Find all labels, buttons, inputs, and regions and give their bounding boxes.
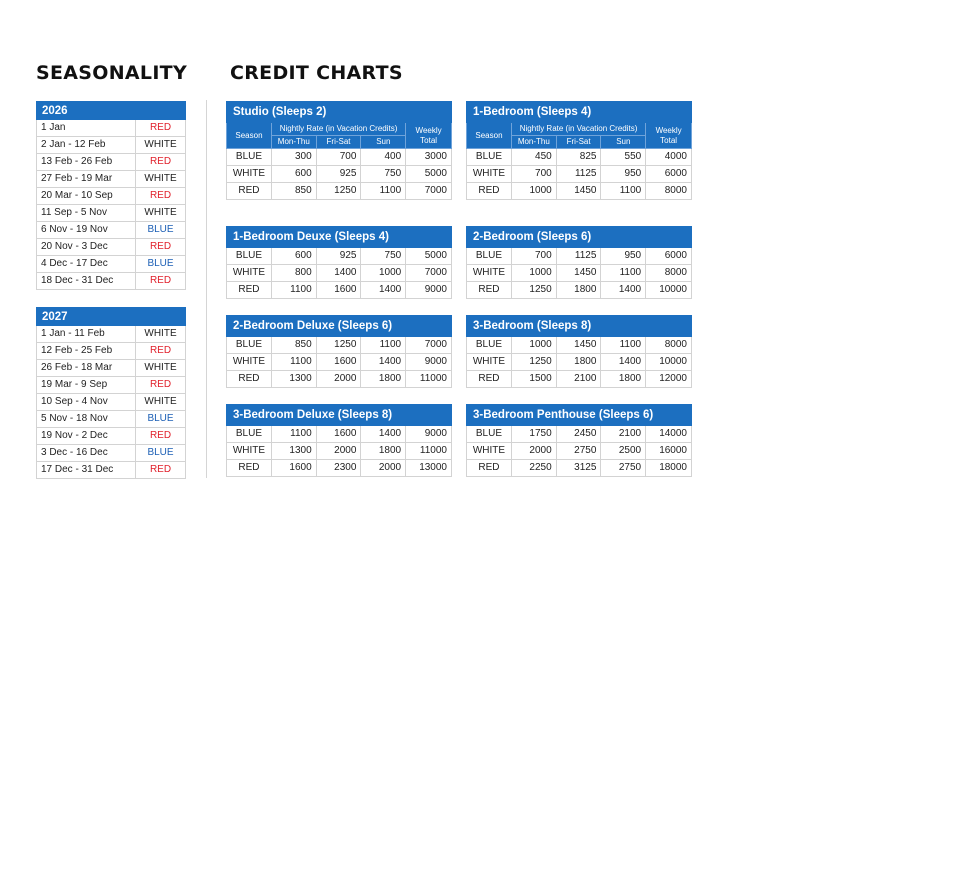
season-date-range: 1 Jan xyxy=(37,120,136,137)
season-date-range: 19 Mar - 9 Sep xyxy=(37,377,136,394)
credit-value: 1400 xyxy=(361,354,406,371)
credit-row xyxy=(467,426,692,443)
credit-value: 750 xyxy=(361,248,406,265)
fri-sat-header: Fri-Sat xyxy=(556,136,601,149)
season-date-range: 5 Nov - 18 Nov xyxy=(37,411,136,428)
credit-value: 1600 xyxy=(316,426,361,443)
credit-season: WHITE xyxy=(227,166,272,183)
credit-value: 8000 xyxy=(646,183,692,200)
credit-value: 5000 xyxy=(406,248,452,265)
credit-table-4 xyxy=(226,315,452,388)
season-year: 2026 xyxy=(37,102,186,120)
credit-value: 9000 xyxy=(406,282,452,299)
credit-value: 300 xyxy=(271,149,316,166)
credit-season: BLUE xyxy=(467,426,512,443)
credit-value: 12000 xyxy=(646,371,692,388)
season-row xyxy=(37,273,186,290)
credit-value: 1100 xyxy=(601,337,646,354)
credit-value: 1450 xyxy=(556,265,601,282)
credit-value: 1100 xyxy=(271,282,316,299)
season-value: BLUE xyxy=(136,222,186,239)
credit-row xyxy=(467,443,692,460)
season-value: RED xyxy=(136,239,186,256)
mon-thu-header: Mon-Thu xyxy=(271,136,316,149)
credit-value: 1400 xyxy=(361,426,406,443)
credit-season: BLUE xyxy=(227,337,272,354)
credit-value: 5000 xyxy=(406,166,452,183)
credit-value: 400 xyxy=(361,149,406,166)
credit-row xyxy=(467,282,692,299)
credit-value: 14000 xyxy=(646,426,692,443)
credit-value: 16000 xyxy=(646,443,692,460)
credit-value: 850 xyxy=(271,337,316,354)
credit-value: 800 xyxy=(271,265,316,282)
credit-season: BLUE xyxy=(467,248,512,265)
season-date-range: 10 Sep - 4 Nov xyxy=(37,394,136,411)
credit-value: 750 xyxy=(361,166,406,183)
credit-season: WHITE xyxy=(227,265,272,282)
credit-value: 13000 xyxy=(406,460,452,477)
credit-value: 2100 xyxy=(601,426,646,443)
credit-value: 18000 xyxy=(646,460,692,477)
credit-value: 1100 xyxy=(271,354,316,371)
mon-thu-header: Mon-Thu xyxy=(511,136,556,149)
credit-row xyxy=(467,265,692,282)
credit-value: 2000 xyxy=(511,443,556,460)
season-date-range: 20 Nov - 3 Dec xyxy=(37,239,136,256)
credit-value: 7000 xyxy=(406,337,452,354)
season-value: WHITE xyxy=(136,137,186,154)
credit-value: 1400 xyxy=(601,282,646,299)
season-date-range: 18 Dec - 31 Dec xyxy=(37,273,136,290)
credit-value: 1250 xyxy=(511,354,556,371)
season-value: RED xyxy=(136,428,186,445)
season-date-range: 17 Dec - 31 Dec xyxy=(37,462,136,479)
credit-value: 1800 xyxy=(556,354,601,371)
season-date-range: 20 Mar - 10 Sep xyxy=(37,188,136,205)
season-row xyxy=(37,377,186,394)
credit-season: RED xyxy=(467,371,512,388)
season-value: RED xyxy=(136,343,186,360)
credit-season: BLUE xyxy=(227,426,272,443)
season-date-range: 19 Nov - 2 Dec xyxy=(37,428,136,445)
credit-table-title: 2-Bedroom (Sleeps 6) xyxy=(467,227,692,248)
credit-value: 1100 xyxy=(601,183,646,200)
season-value: WHITE xyxy=(136,205,186,222)
credit-value: 9000 xyxy=(406,354,452,371)
seasonality-title: SEASONALITY xyxy=(36,62,188,84)
credit-table-title: 3-Bedroom (Sleeps 8) xyxy=(467,316,692,337)
credit-row xyxy=(227,354,452,371)
credit-season: RED xyxy=(467,460,512,477)
credit-value: 1100 xyxy=(271,426,316,443)
credit-value: 600 xyxy=(271,248,316,265)
credit-value: 1125 xyxy=(556,248,601,265)
credit-value: 3000 xyxy=(406,149,452,166)
credit-table-3 xyxy=(466,226,692,299)
season-date-range: 11 Sep - 5 Nov xyxy=(37,205,136,222)
credit-season: BLUE xyxy=(467,149,512,166)
credit-value: 7000 xyxy=(406,265,452,282)
credit-value: 2750 xyxy=(601,460,646,477)
credit-table-6 xyxy=(226,404,452,477)
season-row xyxy=(37,222,186,239)
credit-value: 1400 xyxy=(361,282,406,299)
credit-row xyxy=(227,265,452,282)
credit-value: 1400 xyxy=(316,265,361,282)
nightly-rate-header: Nightly Rate (in Vacation Credits) xyxy=(511,123,645,136)
credit-value: 4000 xyxy=(646,149,692,166)
credit-value: 1450 xyxy=(556,183,601,200)
credit-row xyxy=(227,282,452,299)
season-value: BLUE xyxy=(136,411,186,428)
credit-season: WHITE xyxy=(227,354,272,371)
season-value: BLUE xyxy=(136,256,186,273)
credit-value: 6000 xyxy=(646,248,692,265)
credit-value: 1400 xyxy=(601,354,646,371)
season-date-range: 12 Feb - 25 Feb xyxy=(37,343,136,360)
credit-value: 1800 xyxy=(556,282,601,299)
credit-row xyxy=(467,337,692,354)
season-row xyxy=(37,188,186,205)
credit-table-1 xyxy=(466,101,692,200)
credit-value: 700 xyxy=(316,149,361,166)
credit-value: 1250 xyxy=(316,337,361,354)
credit-value: 1000 xyxy=(511,337,556,354)
credit-table-title: 1-Bedroom Deuxe (Sleeps 4) xyxy=(227,227,452,248)
credit-value: 850 xyxy=(271,183,316,200)
credit-table-title: 3-Bedroom Penthouse (Sleeps 6) xyxy=(467,405,692,426)
credit-value: 9000 xyxy=(406,426,452,443)
season-row xyxy=(37,360,186,377)
credit-season: BLUE xyxy=(227,149,272,166)
credit-value: 1000 xyxy=(361,265,406,282)
credit-value: 1250 xyxy=(511,282,556,299)
season-date-range: 4 Dec - 17 Dec xyxy=(37,256,136,273)
season-row xyxy=(37,154,186,171)
credit-value: 1000 xyxy=(511,183,556,200)
credit-row xyxy=(227,443,452,460)
credit-value: 1800 xyxy=(361,443,406,460)
season-date-range: 27 Feb - 19 Mar xyxy=(37,171,136,188)
season-date-range: 1 Jan - 11 Feb xyxy=(37,326,136,343)
season-value: WHITE xyxy=(136,326,186,343)
credit-row xyxy=(467,371,692,388)
credit-row xyxy=(467,183,692,200)
credit-value: 2300 xyxy=(316,460,361,477)
season-date-range: 6 Nov - 19 Nov xyxy=(37,222,136,239)
credit-value: 1750 xyxy=(511,426,556,443)
credit-value: 8000 xyxy=(646,265,692,282)
season-value: RED xyxy=(136,154,186,171)
credit-value: 2000 xyxy=(361,460,406,477)
section-divider xyxy=(206,100,207,478)
season-table-1 xyxy=(36,307,186,479)
season-row xyxy=(37,343,186,360)
credit-row xyxy=(227,149,452,166)
credit-season: WHITE xyxy=(467,443,512,460)
credit-value: 2250 xyxy=(511,460,556,477)
credit-table-7 xyxy=(466,404,692,477)
season-header: Season xyxy=(227,123,272,149)
credit-value: 825 xyxy=(556,149,601,166)
credit-season: BLUE xyxy=(467,337,512,354)
credit-season: RED xyxy=(227,282,272,299)
credit-row xyxy=(227,166,452,183)
credit-value: 550 xyxy=(601,149,646,166)
credit-value: 11000 xyxy=(406,443,452,460)
season-row xyxy=(37,256,186,273)
credit-value: 1450 xyxy=(556,337,601,354)
credit-value: 950 xyxy=(601,248,646,265)
credit-value: 1500 xyxy=(511,371,556,388)
credit-value: 700 xyxy=(511,166,556,183)
season-row xyxy=(37,137,186,154)
credit-value: 2000 xyxy=(316,443,361,460)
credit-value: 1100 xyxy=(361,337,406,354)
credit-season: RED xyxy=(227,183,272,200)
credit-row xyxy=(227,426,452,443)
fri-sat-header: Fri-Sat xyxy=(316,136,361,149)
season-row xyxy=(37,205,186,222)
credit-value: 1300 xyxy=(271,371,316,388)
credit-value: 10000 xyxy=(646,282,692,299)
season-row xyxy=(37,326,186,343)
credit-row xyxy=(467,166,692,183)
credit-value: 925 xyxy=(316,248,361,265)
credit-table-5 xyxy=(466,315,692,388)
credit-value: 925 xyxy=(316,166,361,183)
season-value: RED xyxy=(136,120,186,137)
credit-season: WHITE xyxy=(467,265,512,282)
season-row xyxy=(37,239,186,256)
season-value: WHITE xyxy=(136,360,186,377)
credit-season: RED xyxy=(227,460,272,477)
credit-value: 1600 xyxy=(271,460,316,477)
credit-season: WHITE xyxy=(467,166,512,183)
season-table-0 xyxy=(36,101,186,290)
credit-value: 1600 xyxy=(316,354,361,371)
sun-header: Sun xyxy=(601,136,646,149)
credit-value: 3125 xyxy=(556,460,601,477)
weekly-total-header: Weekly Total xyxy=(406,123,452,149)
credit-row xyxy=(467,149,692,166)
credit-charts-title: CREDIT CHARTS xyxy=(230,62,403,84)
season-row xyxy=(37,445,186,462)
credit-row xyxy=(467,354,692,371)
credit-table-0 xyxy=(226,101,452,200)
credit-value: 1800 xyxy=(361,371,406,388)
credit-value: 2100 xyxy=(556,371,601,388)
season-date-range: 26 Feb - 18 Mar xyxy=(37,360,136,377)
weekly-total-header: Weekly Total xyxy=(646,123,692,149)
credit-value: 1250 xyxy=(316,183,361,200)
season-date-range: 13 Feb - 26 Feb xyxy=(37,154,136,171)
credit-value: 1800 xyxy=(601,371,646,388)
nightly-rate-header: Nightly Rate (in Vacation Credits) xyxy=(271,123,405,136)
credit-value: 8000 xyxy=(646,337,692,354)
credit-value: 1100 xyxy=(361,183,406,200)
credit-value: 1100 xyxy=(601,265,646,282)
credit-table-title: 1-Bedroom (Sleeps 4) xyxy=(467,102,692,123)
credit-table-title: Studio (Sleeps 2) xyxy=(227,102,452,123)
credit-row xyxy=(227,371,452,388)
credit-row xyxy=(227,248,452,265)
credit-value: 1600 xyxy=(316,282,361,299)
credit-table-2 xyxy=(226,226,452,299)
season-row xyxy=(37,411,186,428)
credit-season: RED xyxy=(227,371,272,388)
credit-value: 2000 xyxy=(316,371,361,388)
season-year: 2027 xyxy=(37,308,186,326)
season-value: WHITE xyxy=(136,394,186,411)
credit-value: 6000 xyxy=(646,166,692,183)
credit-season: WHITE xyxy=(467,354,512,371)
season-value: WHITE xyxy=(136,171,186,188)
season-row xyxy=(37,428,186,445)
credit-season: RED xyxy=(467,282,512,299)
credit-season: RED xyxy=(467,183,512,200)
credit-value: 11000 xyxy=(406,371,452,388)
season-row xyxy=(37,171,186,188)
credit-value: 600 xyxy=(271,166,316,183)
season-value: RED xyxy=(136,188,186,205)
credit-row xyxy=(227,337,452,354)
credit-row xyxy=(467,248,692,265)
season-row xyxy=(37,462,186,479)
season-row xyxy=(37,394,186,411)
credit-value: 450 xyxy=(511,149,556,166)
credit-row xyxy=(467,460,692,477)
season-date-range: 2 Jan - 12 Feb xyxy=(37,137,136,154)
season-date-range: 3 Dec - 16 Dec xyxy=(37,445,136,462)
season-header: Season xyxy=(467,123,512,149)
credit-value: 2750 xyxy=(556,443,601,460)
credit-table-title: 3-Bedroom Deluxe (Sleeps 8) xyxy=(227,405,452,426)
credit-value: 1125 xyxy=(556,166,601,183)
credit-row xyxy=(227,183,452,200)
sun-header: Sun xyxy=(361,136,406,149)
season-value: RED xyxy=(136,273,186,290)
season-value: BLUE xyxy=(136,445,186,462)
credit-row xyxy=(227,460,452,477)
season-value: RED xyxy=(136,462,186,479)
credit-table-title: 2-Bedroom Deluxe (Sleeps 6) xyxy=(227,316,452,337)
credit-season: WHITE xyxy=(227,443,272,460)
credit-value: 1300 xyxy=(271,443,316,460)
season-row xyxy=(37,120,186,137)
credit-season: BLUE xyxy=(227,248,272,265)
credit-value: 7000 xyxy=(406,183,452,200)
credit-value: 1000 xyxy=(511,265,556,282)
credit-value: 10000 xyxy=(646,354,692,371)
credit-value: 700 xyxy=(511,248,556,265)
credit-value: 2500 xyxy=(601,443,646,460)
season-value: RED xyxy=(136,377,186,394)
credit-value: 950 xyxy=(601,166,646,183)
credit-value: 2450 xyxy=(556,426,601,443)
